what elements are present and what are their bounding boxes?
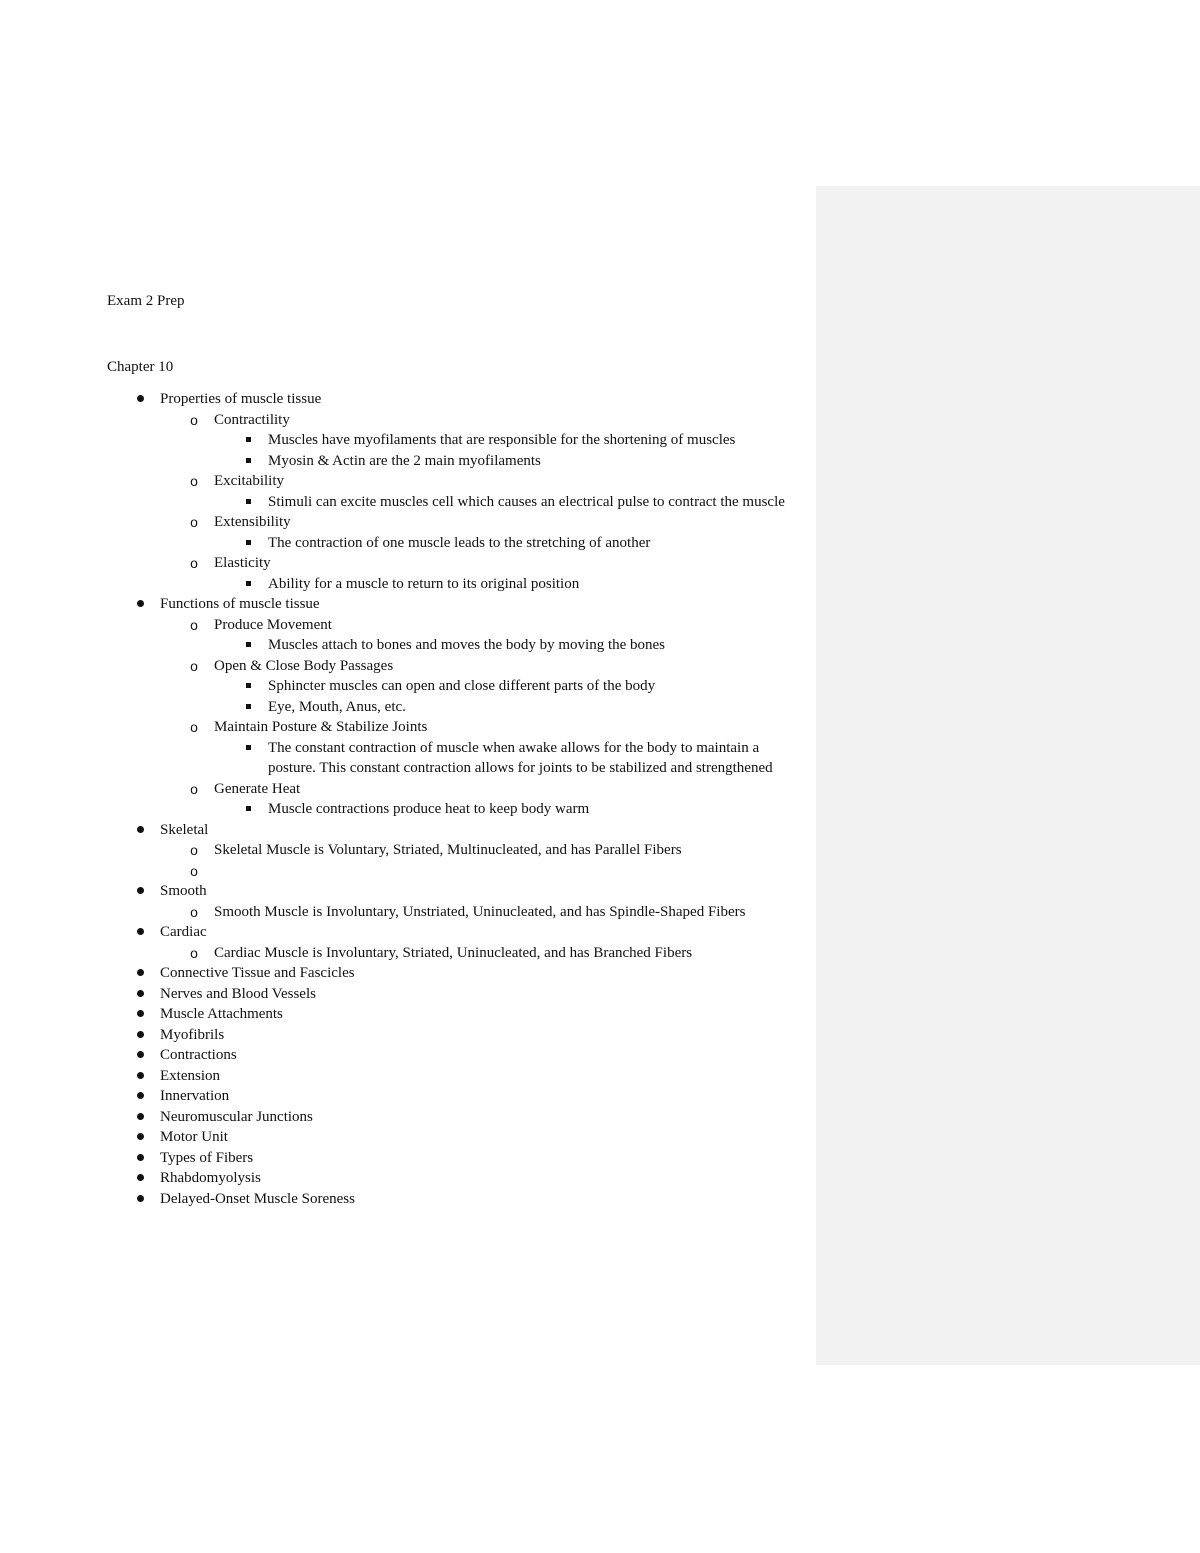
outline-row bbox=[107, 574, 807, 595]
document-body bbox=[107, 291, 807, 1209]
bullet-circle-o-icon: o bbox=[190, 555, 198, 571]
outline-list bbox=[107, 389, 807, 1209]
outline-item-level-1 bbox=[107, 820, 807, 882]
outline-row bbox=[107, 389, 807, 410]
outline-item-level-3 bbox=[107, 492, 807, 513]
bullet-circle-o-icon: o bbox=[190, 862, 198, 879]
outline-item-text: Eye, Mouth, Anus, etc. bbox=[268, 698, 406, 715]
outline-item-text: Nerves and Blood Vessels bbox=[160, 985, 316, 1002]
outline-row bbox=[107, 799, 807, 820]
bullet-circle-o-icon: o bbox=[190, 944, 198, 961]
outline-item-text: Muscles have myofilaments that are responsible for the shortening of muscles bbox=[268, 432, 736, 448]
outline-item-text: The constant contraction of muscle when awake allows for the body to maintain a posture. This constant contraction allows for joints to be stabilized and strengthened bbox=[268, 739, 773, 776]
bullet-circle-o-icon: o bbox=[190, 657, 198, 674]
bullet-circle-o-icon: o bbox=[190, 473, 198, 489]
outline-item-level-1 bbox=[107, 1004, 807, 1025]
outline-row bbox=[107, 1025, 807, 1046]
outline-row bbox=[107, 1045, 807, 1066]
bullet-dot-icon bbox=[133, 594, 147, 615]
outline-row bbox=[107, 656, 807, 677]
outline-item-text: Functions of muscle tissue bbox=[160, 596, 320, 612]
outline-item-level-1 bbox=[107, 963, 807, 984]
bullet-dot-icon bbox=[133, 1004, 147, 1025]
outline-item-text: Produce Movement bbox=[214, 616, 332, 633]
outline-row bbox=[107, 512, 807, 533]
outline-row bbox=[107, 717, 807, 738]
outline-row bbox=[107, 963, 807, 984]
bullet-dot-icon bbox=[133, 1045, 147, 1066]
outline-sublist bbox=[107, 902, 807, 923]
document-title: Exam 2 Prep bbox=[107, 293, 185, 309]
outline-sublist bbox=[107, 738, 807, 779]
outline-row bbox=[107, 697, 807, 718]
outline-item-level-1 bbox=[107, 1127, 807, 1148]
outline-item-text: Excitability bbox=[214, 473, 284, 489]
outline-item-text: Stimuli can excite muscles cell which causes an electrical pulse to contract the muscle bbox=[268, 493, 785, 510]
outline-row bbox=[107, 840, 807, 861]
outline-row bbox=[107, 492, 807, 513]
outline-item-text: Neuromuscular Junctions bbox=[160, 1108, 313, 1125]
outline-item-level-3 bbox=[107, 574, 807, 595]
bullet-square-icon bbox=[241, 676, 255, 697]
outline-item-level-3 bbox=[107, 533, 807, 554]
outline-row bbox=[107, 820, 807, 841]
outline-row bbox=[107, 738, 807, 779]
outline-row bbox=[107, 676, 807, 697]
outline-item-level-1 bbox=[107, 984, 807, 1005]
bullet-square-icon bbox=[241, 697, 255, 718]
outline-row bbox=[107, 861, 807, 882]
outline-sublist bbox=[107, 574, 807, 595]
outline-item-text: Smooth bbox=[160, 883, 207, 899]
bullet-dot-icon bbox=[133, 1086, 147, 1107]
outline-item-text: Extensibility bbox=[214, 514, 291, 530]
outline-item-text: Extension bbox=[160, 1067, 220, 1084]
outline-sublist bbox=[107, 410, 807, 595]
outline-item-text: Muscle contractions produce heat to keep body warm bbox=[268, 801, 590, 817]
outline-row bbox=[107, 410, 807, 431]
bullet-circle-o-icon: o bbox=[190, 842, 198, 858]
outline-item-text: Cardiac bbox=[160, 924, 207, 940]
outline-item-text: Connective Tissue and Fascicles bbox=[160, 965, 355, 981]
outline-item-level-3 bbox=[107, 430, 807, 451]
outline-item-text: Smooth Muscle is Involuntary, Unstriated, Uninucleated, and has Spindle-Shaped Fibers bbox=[214, 903, 746, 920]
outline-item-text bbox=[214, 861, 807, 882]
outline-item-text: Motor Unit bbox=[160, 1129, 228, 1145]
outline-item-text: Skeletal bbox=[160, 821, 209, 838]
bullet-dot-icon bbox=[133, 1066, 147, 1087]
outline-row bbox=[107, 533, 807, 554]
outline-item-text: Generate Heat bbox=[214, 780, 301, 797]
outline-item-text: Sphincter muscles can open and close different parts of the body bbox=[268, 678, 656, 694]
outline-item-level-1 bbox=[107, 1189, 807, 1210]
bullet-dot-icon bbox=[133, 1168, 147, 1189]
bullet-dot-icon bbox=[133, 1127, 147, 1148]
outline-row bbox=[107, 943, 807, 964]
bullet-circle-o-icon: o bbox=[190, 903, 198, 920]
outline-row bbox=[107, 881, 807, 902]
bullet-dot-icon bbox=[133, 1107, 147, 1128]
outline-item-text: Maintain Posture & Stabilize Joints bbox=[214, 719, 428, 735]
outline-item-text: Contractility bbox=[214, 411, 290, 428]
outline-item-level-1 bbox=[107, 1066, 807, 1087]
bullet-dot-icon bbox=[133, 820, 147, 841]
outline-item-text: Open & Close Body Passages bbox=[214, 657, 394, 674]
bullet-dot-icon bbox=[133, 1025, 147, 1046]
outline-item-level-1 bbox=[107, 1148, 807, 1169]
outline-row bbox=[107, 1168, 807, 1189]
outline-sublist bbox=[107, 840, 807, 881]
outline-item-text: Types of Fibers bbox=[160, 1149, 254, 1166]
outline-item-level-2 bbox=[107, 512, 807, 553]
outline-item-level-2 bbox=[107, 717, 807, 779]
outline-item-level-1 bbox=[107, 389, 807, 594]
bullet-square-icon bbox=[241, 635, 255, 656]
bullet-circle-o-icon: o bbox=[190, 719, 198, 735]
outline-sublist bbox=[107, 635, 807, 656]
outline-item-text: Muscles attach to bones and moves the body by moving the bones bbox=[268, 637, 666, 653]
outline-item-text: The contraction of one muscle leads to the stretching of another bbox=[268, 534, 651, 551]
outline-row bbox=[107, 1086, 807, 1107]
outline-item-level-2 bbox=[107, 410, 807, 472]
bullet-dot-icon bbox=[133, 881, 147, 902]
bullet-square-icon bbox=[241, 430, 255, 451]
outline-row bbox=[107, 779, 807, 800]
outline-row bbox=[107, 1107, 807, 1128]
bullet-square-icon bbox=[241, 799, 255, 820]
outline-item-text: Muscle Attachments bbox=[160, 1006, 283, 1022]
bullet-dot-icon bbox=[133, 389, 147, 410]
outline-item-level-1 bbox=[107, 881, 807, 922]
bullet-square-icon bbox=[241, 574, 255, 595]
outline-row bbox=[107, 1004, 807, 1025]
bullet-dot-icon bbox=[133, 922, 147, 943]
bullet-dot-icon bbox=[133, 984, 147, 1005]
bullet-dot-icon bbox=[133, 963, 147, 984]
outline-item-level-3 bbox=[107, 676, 807, 697]
outline-item-text: Elasticity bbox=[214, 555, 271, 571]
outline-item-text: Rhabdomyolysis bbox=[160, 1170, 261, 1186]
outline-row bbox=[107, 635, 807, 656]
outline-sublist bbox=[107, 492, 807, 513]
outline-item-level-2 bbox=[107, 615, 807, 656]
outline-item-level-1 bbox=[107, 1045, 807, 1066]
outline-sublist bbox=[107, 943, 807, 964]
outline-row bbox=[107, 430, 807, 451]
bullet-circle-o-icon: o bbox=[190, 514, 198, 530]
outline-item-text: Myofibrils bbox=[160, 1026, 225, 1043]
bullet-dot-icon bbox=[133, 1148, 147, 1169]
outline-item-text: Contractions bbox=[160, 1047, 237, 1063]
outline-row bbox=[107, 902, 807, 923]
outline-item-level-1 bbox=[107, 1107, 807, 1128]
outline-item-text: Skeletal Muscle is Voluntary, Striated, Multinucleated, and has Parallel Fibers bbox=[214, 842, 682, 858]
bullet-square-icon bbox=[241, 492, 255, 513]
outline-sublist bbox=[107, 799, 807, 820]
outline-row bbox=[107, 1189, 807, 1210]
outline-item-level-3 bbox=[107, 738, 807, 779]
bullet-square-icon bbox=[241, 533, 255, 554]
outline-item-level-3 bbox=[107, 451, 807, 472]
chapter-heading: Chapter 10 bbox=[107, 358, 174, 375]
outline-row bbox=[107, 984, 807, 1005]
outline-item-level-1 bbox=[107, 922, 807, 963]
outline-item-text: Innervation bbox=[160, 1088, 230, 1104]
outline-item-level-2 bbox=[107, 861, 807, 882]
outline-row bbox=[107, 451, 807, 472]
outline-sublist bbox=[107, 615, 807, 820]
outline-item-text: Properties of muscle tissue bbox=[160, 391, 322, 407]
outline-item-level-2 bbox=[107, 840, 807, 861]
outline-item-level-3 bbox=[107, 799, 807, 820]
outline-row bbox=[107, 1066, 807, 1087]
bullet-square-icon bbox=[241, 738, 255, 759]
outline-sublist bbox=[107, 533, 807, 554]
comment-pane bbox=[816, 186, 1200, 1365]
outline-item-level-1 bbox=[107, 1086, 807, 1107]
outline-item-level-2 bbox=[107, 902, 807, 923]
outline-item-level-3 bbox=[107, 697, 807, 718]
bullet-circle-o-icon: o bbox=[190, 411, 198, 428]
outline-item-level-2 bbox=[107, 943, 807, 964]
outline-item-level-2 bbox=[107, 553, 807, 594]
outline-item-level-1 bbox=[107, 594, 807, 820]
outline-item-level-1 bbox=[107, 1025, 807, 1046]
bullet-circle-o-icon: o bbox=[190, 780, 198, 797]
bullet-square-icon bbox=[241, 451, 255, 472]
outline-row bbox=[107, 1148, 807, 1169]
outline-row bbox=[107, 615, 807, 636]
bullet-circle-o-icon: o bbox=[190, 616, 198, 633]
bullet-dot-icon bbox=[133, 1189, 147, 1210]
outline-row bbox=[107, 594, 807, 615]
outline-item-level-2 bbox=[107, 471, 807, 512]
outline-item-level-2 bbox=[107, 779, 807, 820]
outline-sublist bbox=[107, 430, 807, 471]
outline-item-level-1 bbox=[107, 1168, 807, 1189]
outline-item-level-2 bbox=[107, 656, 807, 718]
outline-item-text: Delayed-Onset Muscle Soreness bbox=[160, 1190, 355, 1207]
outline-item-level-3 bbox=[107, 635, 807, 656]
outline-row bbox=[107, 922, 807, 943]
outline-row bbox=[107, 1127, 807, 1148]
outline-item-text: Ability for a muscle to return to its original position bbox=[268, 575, 580, 592]
outline-sublist bbox=[107, 676, 807, 717]
outline-row bbox=[107, 471, 807, 492]
outline-row bbox=[107, 553, 807, 574]
outline-item-text: Cardiac Muscle is Involuntary, Striated, Uninucleated, and has Branched Fibers bbox=[214, 944, 693, 961]
outline-item-text: Myosin & Actin are the 2 main myofilaments bbox=[268, 452, 541, 469]
